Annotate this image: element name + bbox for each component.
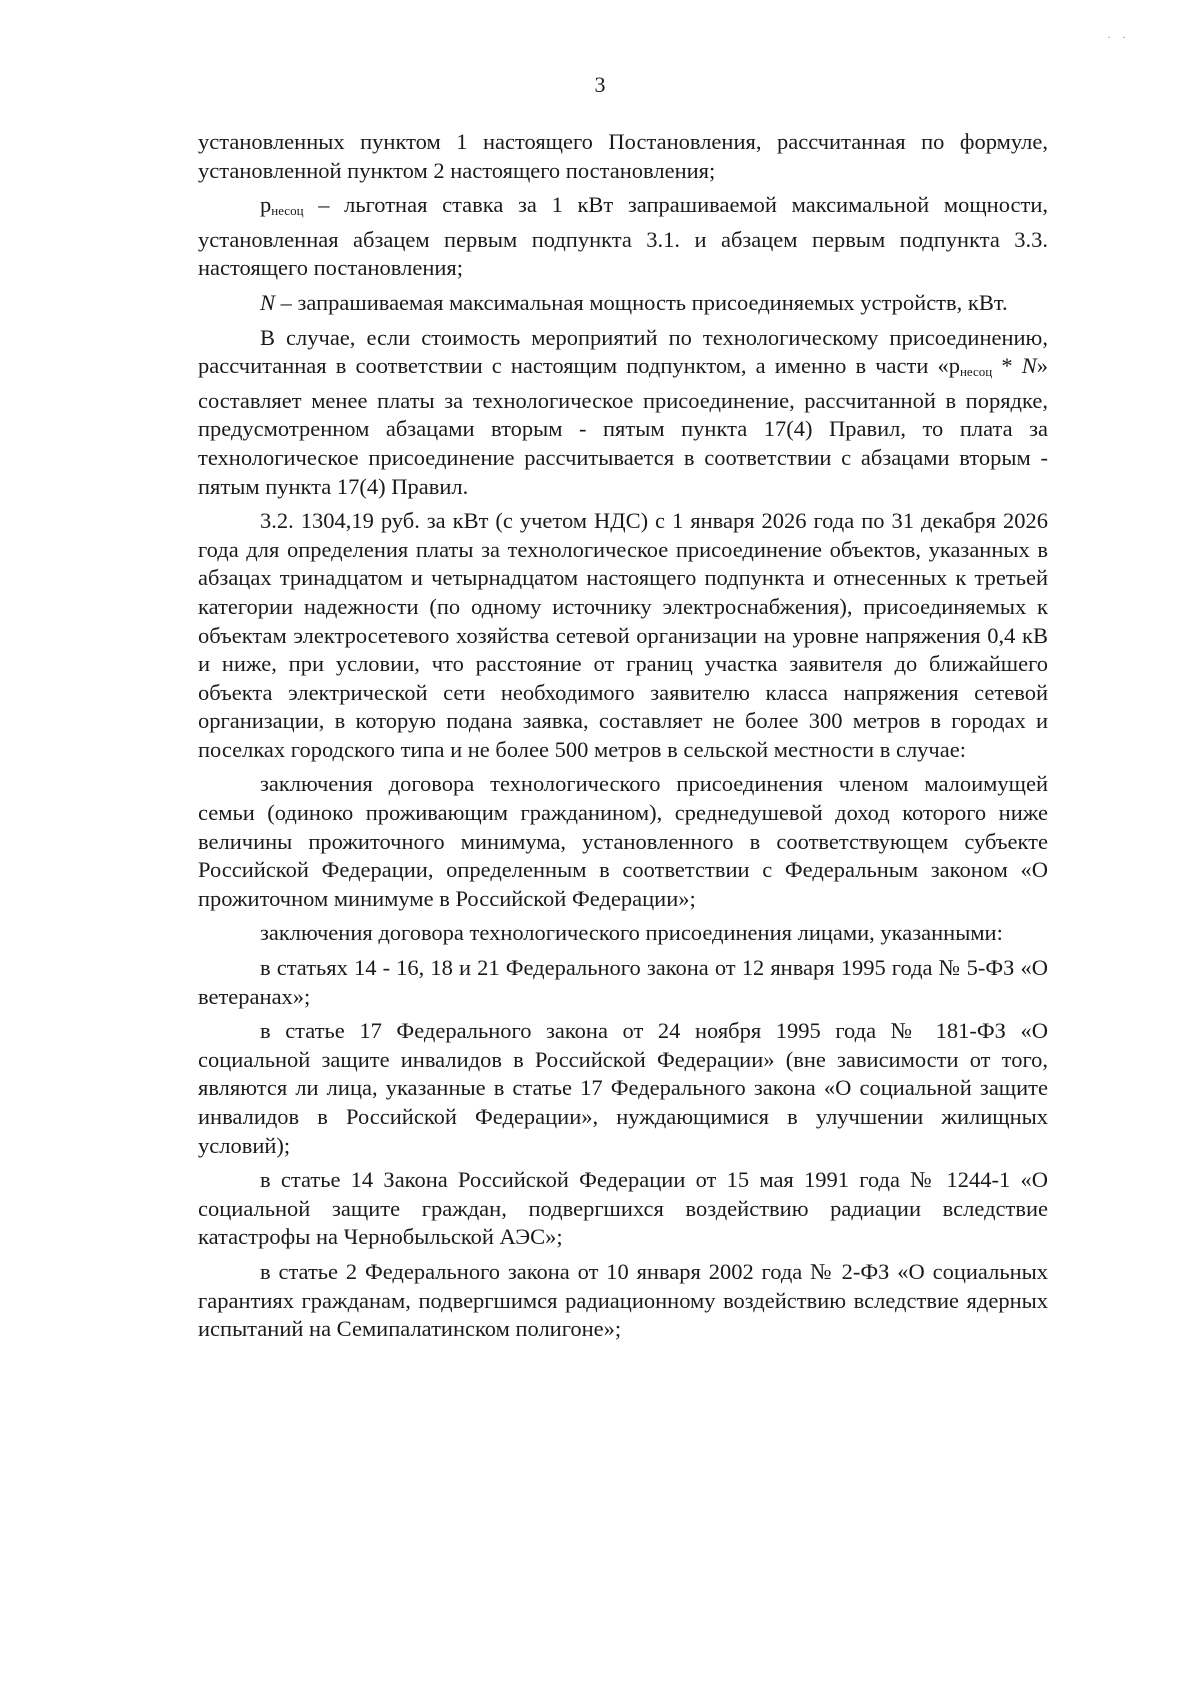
paragraph-3 — [198, 289, 1048, 318]
paragraph-7: заключения договора технологического присоединения лицами, указанными: — [260, 920, 1003, 946]
paragraph-3-text: – запрашиваемая максимальная мощность присоединяемых устройств, кВт. — [275, 289, 1008, 315]
paragraph-8: в статьях 14 - 16, 18 и 21 Федерального закона от 12 января 1995 года № 5-ФЗ «О ветеранах»; — [198, 955, 1048, 1009]
paragraph-1: установленных пунктом 1 настоящего Постановления, рассчитанная по формуле, установленной пунктом 2 настоящего постановления; — [198, 129, 1048, 183]
formula-var-n: N — [260, 289, 276, 315]
paragraph-6: заключения договора технологического присоединения членом малоимущей семьи (одиноко проживающим гражданином), среднедушевой доход которого ниже величины прожиточного минимума, установленного в соответствующем субъекте Российской Федерации, определенным в соответствии с Федеральным законом «О прожиточном минимуме в Российской Федерации»; — [198, 771, 1048, 911]
paragraph-2 — [198, 191, 1048, 283]
formula-operator: * — [992, 353, 1022, 379]
corner-mark: · · — [1107, 30, 1130, 44]
paragraph-11: в статье 2 Федерального закона от 10 января 2002 года № 2-ФЗ «О социальных гарантиях гражданам, подвергшимся радиационному воздействию вследствие ядерных испытаний на Семипалатинском полигоне»; — [198, 1258, 1048, 1342]
document-body — [198, 128, 1048, 1350]
paragraph-4 — [198, 324, 1048, 502]
formula-var-p: p — [260, 192, 272, 218]
paragraph-9: в статье 17 Федерального закона от 24 ноября 1995 года № 181-ФЗ «О социальной защите инвалидов в Российской Федерации» (вне зависимости от того, являются ли лица, указанные в статье 17 Федерального закона «О социальной защите инвалидов в Российской Федерации», нуждающимися в улучшении жилищных условий); — [198, 1018, 1048, 1158]
formula-var-n: N — [1021, 353, 1037, 379]
page-number: 3 — [594, 72, 606, 97]
formula-subscript: несоц — [959, 364, 993, 380]
paragraph-5: 3.2. 1304,19 руб. за кВт (с учетом НДС) с 1 января 2026 года по 31 декабря 2026 года для определения платы за технологическое присоединение объектов, указанных в абзацах тринадцатом и четырнадцатом настоящего подпункта и отнесенных к третьей категории надежности (по одному источнику электроснабжения), присоединяемых к объектам электросетевого хозяйства сетевой организации на уровне напряжения 0,4 кВ и ниже, при условии, что расстояние от границ участка заявителя до ближайшего объекта электрической сети необходимого заявителю класса напряжения сетевой организации, в которую подана заявка, составляет не более 300 метров в городах и поселках городского типа и не более 500 метров в сельской местности в случае: — [198, 508, 1048, 762]
paragraph-4-part-c: » составляет менее платы за технологическое присоединение, рассчитанной в порядке, предусмотренном абзацами вторым - пятым пункта 17(4) Правил, то плата за технологическое присоединение рассчитывается в соответствии с абзацами вторым - пятым пункта 17(4) Правил. — [198, 353, 1048, 499]
paragraph-4-part-a: В случае, если стоимость мероприятий по технологическому присоединению, рассчитанная в соответствии с настоящим подпунктом, а именно в части «p — [198, 324, 1048, 379]
paragraph-2-text: – льготная ставка за 1 кВт запрашиваемой максимальной мощности, установленная абзацем первым подпункта 3.1. и абзацем первым подпункта 3.3. настоящего постановления; — [198, 192, 1048, 281]
formula-subscript: несоц — [271, 203, 304, 219]
paragraph-10: в статье 14 Закона Российской Федерации от 15 мая 1991 года № 1244-1 «О социальной защите граждан, подвергшихся воздействию радиации вследствие катастрофы на Чернобыльской АЭС»; — [198, 1167, 1048, 1250]
